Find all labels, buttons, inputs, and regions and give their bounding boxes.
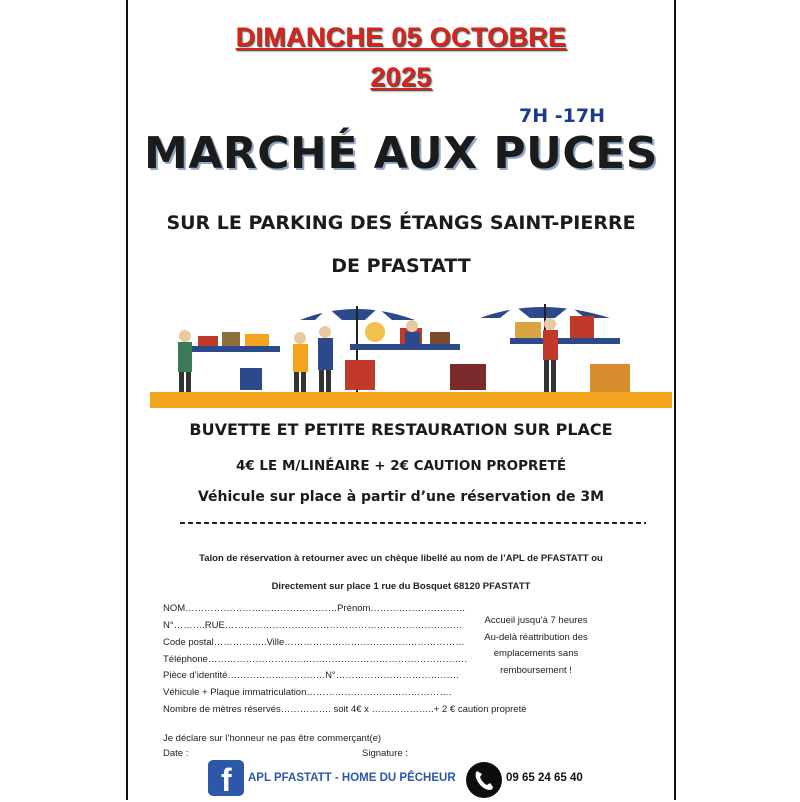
field-id[interactable]: Pièce d’identité………………………….N°………………………………… <box>163 670 460 681</box>
facebook-link[interactable]: APL PFASTATT - HOME DU PÊCHEUR <box>248 772 456 784</box>
field-name[interactable]: NOM…………………………………………Prénom………………………… <box>163 603 466 614</box>
cut-line <box>180 522 646 524</box>
facebook-icon[interactable]: f <box>208 760 244 796</box>
field-phone[interactable]: Téléphone………………………………………………………………………. <box>163 654 468 665</box>
arrival-note-line: Au-delà réattribution des <box>484 631 588 643</box>
vehicle-info: Véhicule sur place à partir d’une réservation de 3M <box>197 489 605 505</box>
price-info: 4€ LE M/LINÉAIRE + 2€ CAUTION PROPRETÉ <box>235 458 567 474</box>
arrival-note-line: emplacements sans <box>493 648 579 659</box>
location-line-1: SUR LE PARKING DES ÉTANGS SAINT-PIERRE <box>166 212 636 234</box>
declaration: Je déclare sur l’honneur ne pas être commerçant(e) <box>163 733 382 744</box>
page-border-left <box>126 0 128 800</box>
arrival-note <box>466 613 606 679</box>
phone-icon <box>466 762 502 798</box>
arrival-note-line: Accueil jusqu’à 7 heures <box>484 615 588 626</box>
field-vehicle-plate[interactable]: Véhicule + Plaque immatriculation………………………………………. <box>163 687 452 698</box>
coupon-intro-1: Talon de réservation à retourner avec un chèque libellé au nom de l’APL de PFASTATT ou <box>199 553 603 564</box>
arrival-note-line: remboursement ! <box>500 664 572 676</box>
event-hours: 7H -17H <box>519 105 605 127</box>
coupon-intro-2: Directement sur place 1 rue du Bosquet 68120 PFASTATT <box>271 581 531 592</box>
location-line-2: DE PFASTATT <box>331 255 471 277</box>
food-info: BUVETTE ET PETITE RESTAURATION SUR PLACE <box>189 420 613 439</box>
flea-market-illustration-icon <box>150 298 672 408</box>
event-year: 2025 <box>370 62 432 92</box>
field-street[interactable]: N°……….RUE………………………………………………………………… <box>163 620 463 631</box>
event-date: DIMANCHE 05 OCTOBRE <box>235 22 567 52</box>
signature-label[interactable]: Signature : <box>362 748 408 759</box>
page-title: MARCHÉ AUX PUCES <box>144 128 658 179</box>
page-border-right <box>674 0 676 800</box>
phone-number[interactable]: 09 65 24 65 40 <box>506 772 583 784</box>
field-postal-city[interactable]: Code postal……………..Ville………………………………………………… <box>163 637 465 648</box>
field-meters[interactable]: Nombre de mètres réservés……………. soit 4€ x ………………..+ 2 € caution propreté <box>163 704 527 715</box>
date-label[interactable]: Date : <box>163 748 189 759</box>
